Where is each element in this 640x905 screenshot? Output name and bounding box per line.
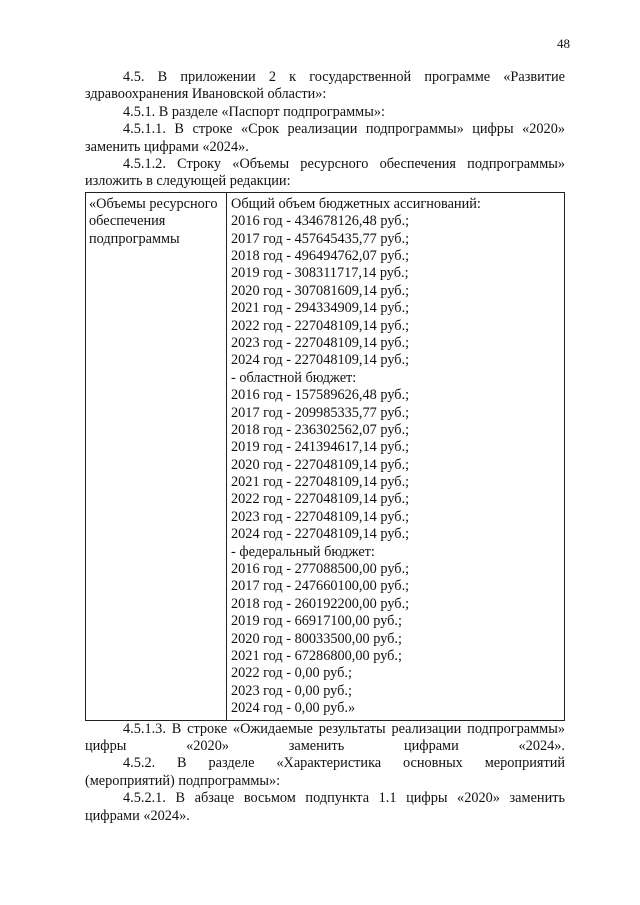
table-value-line: 2020 год - 80033500,00 руб.; (231, 630, 402, 647)
paragraph-4-5-1-2: 4.5.1.2. Строку «Объемы ресурсного обеспечения подпрограммы» изложить в следующей редакции: (85, 156, 565, 190)
paragraph-4-5: 4.5. В приложении 2 к государственной программе «Развитие здравоохранения Ивановской области»: (85, 69, 565, 103)
table-value-line: 2022 год - 0,00 руб.; (231, 665, 352, 682)
table-value-line: 2024 год - 227048109,14 руб.; (231, 526, 410, 543)
paragraph-4-5-1-1: 4.5.1.1. В строке «Срок реализации подпрограммы» цифры «2020» заменить цифрами «2024». (85, 121, 565, 155)
label-line: «Объемы ресурсного (89, 195, 218, 212)
label-line: подпрограммы (89, 230, 180, 247)
page-number: 48 (557, 36, 570, 51)
paragraph-4-5-2: 4.5.2. В разделе «Характеристика основных мероприятий (мероприятий) подпрограммы»: (85, 755, 565, 789)
table-value-line: - федеральный бюджет: (231, 543, 375, 560)
table-value-line: 2024 год - 227048109,14 руб.; (231, 352, 410, 369)
table-value-line: 2022 год - 227048109,14 руб.; (231, 317, 410, 334)
table-value-line: 2021 год - 67286800,00 руб.; (231, 648, 402, 664)
label-line: обеспечения (89, 213, 166, 230)
paragraph-4-5-2-1: 4.5.2.1. В абзаце восьмом подпункта 1.1 цифры «2020» заменить цифрами «2024». (85, 790, 565, 824)
table-value-cell (227, 193, 564, 720)
table-value-line: Общий объем бюджетных ассигнований: (231, 195, 481, 212)
resource-table (85, 192, 565, 721)
table-value-line: 2016 год - 277088500,00 руб.; (231, 561, 410, 578)
table-value-line: 2020 год - 307081609,14 руб.; (231, 282, 410, 299)
table-value-line: 2019 год - 241394617,14 руб.; (231, 439, 410, 456)
table-value-line: 2016 год - 157589626,48 руб.; (231, 387, 410, 404)
table-value-line: 2020 год - 227048109,14 руб.; (231, 456, 410, 473)
paragraph-4-5-1: 4.5.1. В разделе «Паспорт подпрограммы»: (123, 103, 385, 120)
table-value-line: 2018 год - 260192200,00 руб.; (231, 595, 410, 612)
document-body (85, 69, 565, 825)
table-value-line: 2023 год - 227048109,14 руб.; (231, 508, 410, 525)
table-value-line: 2017 год - 209985335,77 руб.; (231, 404, 410, 421)
table-label-cell (86, 193, 227, 720)
table-value-line: 2021 год - 227048109,14 руб.; (231, 474, 410, 491)
table-value-line: 2017 год - 457645435,77 руб.; (231, 230, 410, 247)
table-value-line: 2018 год - 236302562,07 руб.; (231, 421, 410, 438)
table-value-line: 2019 год - 308311717,14 руб.; (231, 265, 409, 282)
table-value-line: 2023 год - 0,00 руб.; (231, 682, 352, 699)
paragraph-4-5-1-3: 4.5.1.3. В строке «Ожидаемые результаты реализации подпрограммы» цифры «2020» заменить цифрами «2024». (85, 720, 565, 754)
table-value-line: 2018 год - 496494762,07 руб.; (231, 248, 410, 265)
table-value-line: 2023 год - 227048109,14 руб.; (231, 334, 410, 351)
table-value-line: 2017 год - 247660100,00 руб.; (231, 578, 410, 595)
table-value-line: 2022 год - 227048109,14 руб.; (231, 491, 410, 508)
table-value-line: 2024 год - 0,00 руб.» (231, 700, 356, 717)
table-value-line: 2016 год - 434678126,48 руб.; (231, 213, 410, 230)
table-value-line: 2019 год - 66917100,00 руб.; (231, 613, 402, 630)
table-value-line: 2021 год - 294334909,14 руб.; (231, 300, 410, 317)
table-value-line: - областной бюджет: (231, 369, 357, 386)
